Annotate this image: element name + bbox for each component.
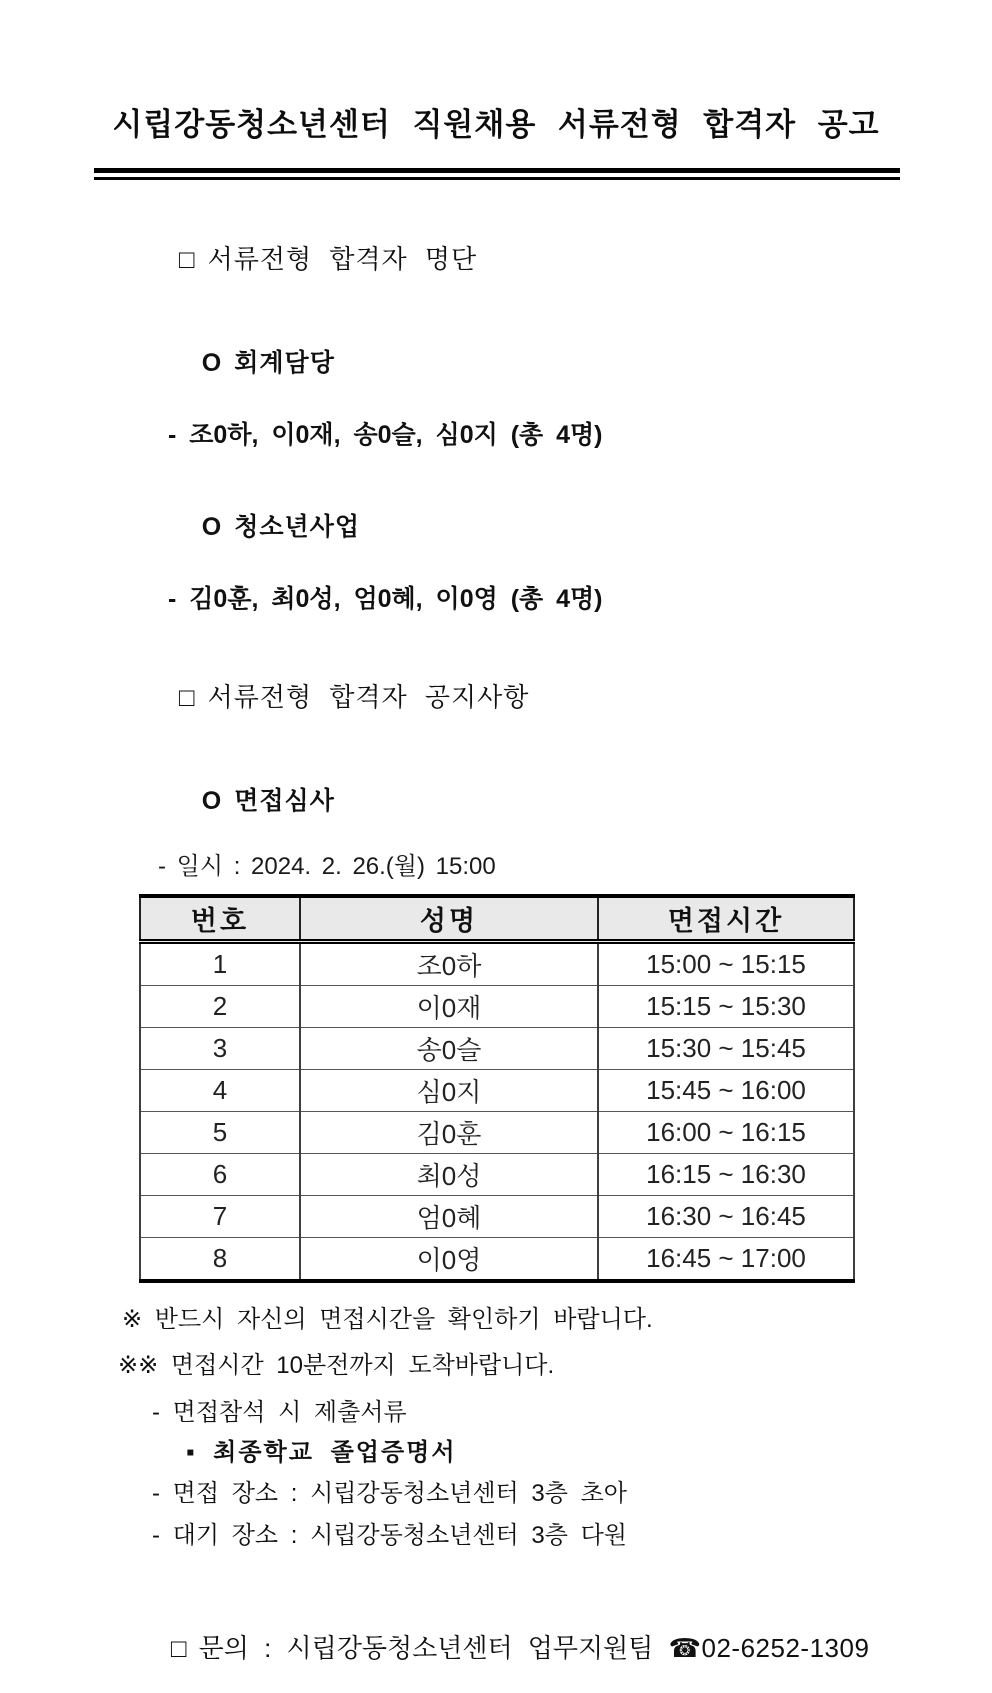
group-accounting-names: - 조0하, 이0재, 송0슬, 심0지 (총 4명): [168, 421, 603, 449]
waiting-place-line: - 대기 장소 : 시립강동청소년센터 3층 다원: [152, 1522, 627, 1549]
group-accounting-label: [138, 318, 992, 408]
group-label-text: 면접심사: [234, 787, 335, 815]
interview-schedule-table-wrap: [139, 894, 853, 1283]
section-notice-heading: [110, 652, 992, 742]
table-header-row: [140, 896, 854, 942]
note-check-time: ※ 반드시 자신의 면접시간을 확인하기 바랍니다.: [122, 1306, 653, 1333]
note-arrive-early: ※※ 면접시간 10분전까지 도착바랍니다.: [118, 1352, 555, 1379]
group-youth-names: - 김0훈, 최0성, 엄0혜, 이0영 (총 4명): [168, 585, 603, 613]
table-cell: 15:00 ~ 15:15: [598, 942, 854, 986]
contact-line: [110, 1603, 992, 1693]
table-cell: 4: [140, 1070, 300, 1112]
table-cell: 3: [140, 1028, 300, 1070]
interview-schedule-table: [139, 894, 855, 1283]
table-cell: 7: [140, 1196, 300, 1238]
interview-place-line: - 면접 장소 : 시립강동청소년센터 3층 초아: [152, 1480, 627, 1507]
column-header: 번호: [140, 896, 300, 942]
table-cell: 6: [140, 1154, 300, 1196]
contact-text: 문의 : 시립강동청소년센터 업무지원팀: [198, 1633, 654, 1663]
table-cell: 2: [140, 986, 300, 1028]
page-title: 시립강동청소년센터 직원채용 서류전형 합격자 공고: [112, 107, 880, 142]
table-row: [140, 1112, 854, 1154]
square-bullet-icon: □: [170, 1633, 187, 1663]
table-row: [140, 986, 854, 1028]
table-cell: 15:30 ~ 15:45: [598, 1028, 854, 1070]
table-cell: 16:00 ~ 16:15: [598, 1112, 854, 1154]
section-heading-text: 서류전형 합격자 공지사항: [207, 682, 530, 712]
table-cell: 심0지: [300, 1070, 598, 1112]
table-cell: 16:30 ~ 16:45: [598, 1196, 854, 1238]
submit-docs-line: - 면접참석 시 제출서류: [152, 1399, 407, 1426]
table-cell: 최0성: [300, 1154, 598, 1196]
table-cell: 15:45 ~ 16:00: [598, 1070, 854, 1112]
square-bullet-icon: □: [178, 244, 196, 274]
table-cell: 16:45 ~ 17:00: [598, 1238, 854, 1282]
group-youth-label: [138, 482, 992, 572]
circle-bullet-icon: O: [201, 787, 223, 815]
section-pass-list-heading: [110, 214, 992, 304]
table-cell: 16:15 ~ 16:30: [598, 1154, 854, 1196]
title-divider: [94, 168, 900, 180]
table-row: [140, 1238, 854, 1282]
table-row: [140, 1028, 854, 1070]
table-cell: 5: [140, 1112, 300, 1154]
table-row: [140, 1070, 854, 1112]
phone-number: 02-6252-1309: [701, 1633, 870, 1663]
table-row: [140, 942, 854, 986]
table-cell: 1: [140, 942, 300, 986]
square-bullet-icon: □: [178, 682, 196, 712]
circle-bullet-icon: O: [201, 513, 223, 541]
table-cell: 이0영: [300, 1238, 598, 1282]
circle-bullet-icon: O: [201, 349, 223, 377]
group-label-text: 청소년사업: [234, 513, 361, 541]
table-cell: 조0하: [300, 942, 598, 986]
diploma-line: ▪ 최종학교 졸업증명서: [186, 1439, 457, 1466]
table-cell: 김0훈: [300, 1112, 598, 1154]
table-row: [140, 1196, 854, 1238]
table-cell: 송0슬: [300, 1028, 598, 1070]
interview-review-label: [138, 756, 992, 846]
table-cell: 엄0혜: [300, 1196, 598, 1238]
table-cell: 15:15 ~ 15:30: [598, 986, 854, 1028]
table-cell: 8: [140, 1238, 300, 1282]
group-label-text: 회계담당: [234, 349, 335, 377]
section-heading-text: 서류전형 합격자 명단: [207, 244, 478, 274]
table-cell: 이0재: [300, 986, 598, 1028]
interview-datetime: - 일시 : 2024. 2. 26.(월) 15:00: [158, 853, 496, 880]
table-row: [140, 1154, 854, 1196]
column-header: 면접시간: [598, 896, 854, 942]
column-header: 성명: [300, 896, 598, 942]
phone-icon: ☎: [668, 1633, 702, 1663]
